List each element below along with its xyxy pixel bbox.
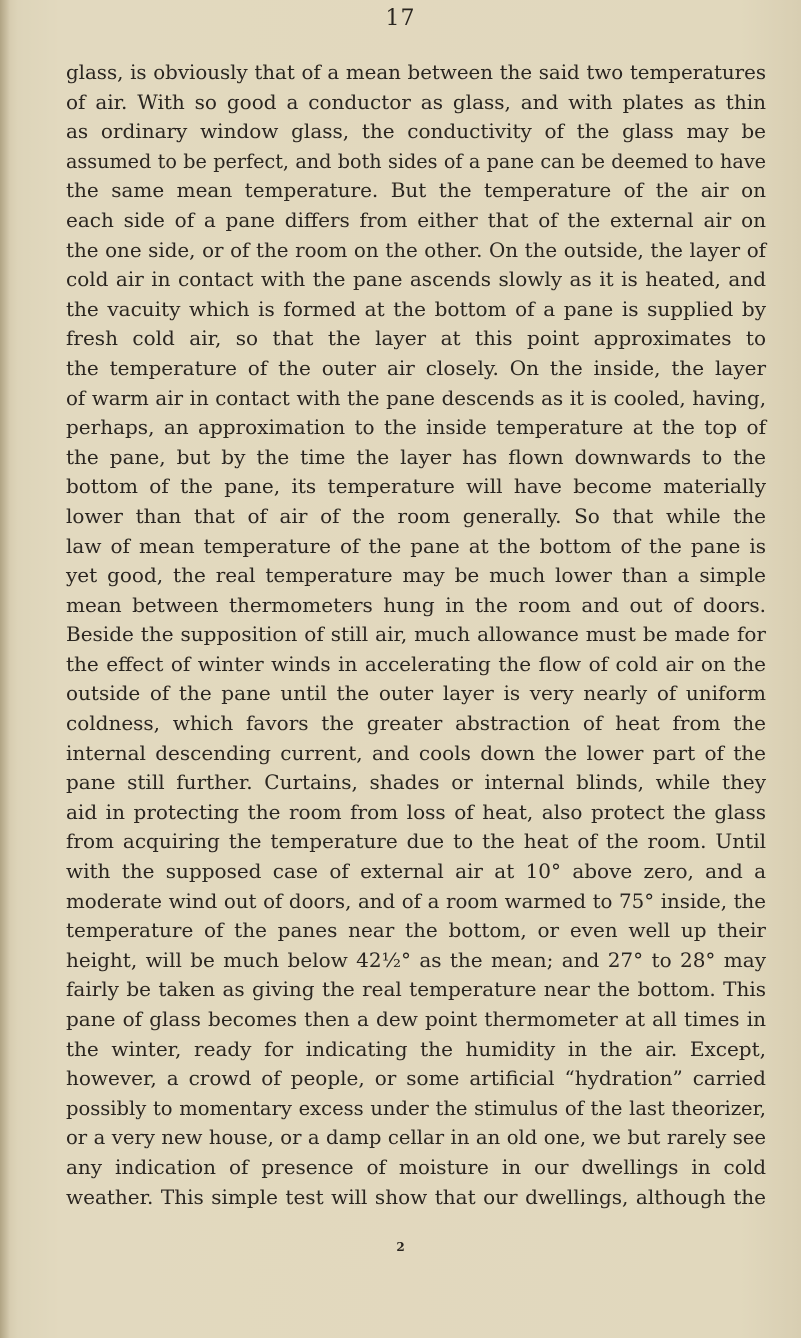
text-line: with the supposed case of external air at 10° above zero, and a — [66, 859, 766, 884]
text-line: height, will be much below 42½° as the mean; and 27° to 28° may — [66, 947, 766, 972]
text-line: assumed to be perfect, and both sides of a pane can be deemed to have — [66, 149, 766, 173]
text-line: fairly be taken as giving the real temperature near the bottom. This — [66, 977, 766, 1002]
text-line: pane of glass becomes then a dew point thermometer at all times in — [66, 1007, 766, 1031]
text-line: temperature of the panes near the bottom, or even well up their — [66, 918, 766, 943]
page-edge-shadow — [0, 0, 10, 1338]
page-number: 17 — [385, 6, 416, 31]
text-line: weather. This simple test will show that our dwellings, although the — [66, 1184, 766, 1209]
text-line: as ordinary window glass, the conductivity of the glass may be — [66, 119, 766, 144]
text-line: or a very new house, or a damp cellar in an old one, we but rarely see — [66, 1126, 766, 1150]
text-line: fresh cold air, so that the layer at this point approximates to — [66, 326, 766, 351]
text-line: cold air in contact with the pane ascends slowly as it is heated, and — [66, 267, 766, 292]
text-line: the same mean temperature. But the temperature of the air on — [66, 178, 766, 203]
body-text — [66, 58, 766, 1212]
text-line: glass, is obviously that of a mean between the said two temperatures — [66, 61, 766, 84]
text-line: Beside the supposition of still air, much allowance must be made for — [66, 622, 766, 647]
text-line: outside of the pane until the outer layer is very nearly of uniform — [66, 681, 766, 706]
text-line: from acquiring the temperature due to the heat of the room. Until — [66, 829, 766, 854]
text-line: the vacuity which is formed at the bottom of a pane is supplied by — [66, 296, 766, 321]
text-line: the effect of winter winds in accelerating the flow of cold air on the — [66, 651, 766, 676]
text-line: lower than that of air of the room generally. So that while the — [66, 503, 766, 528]
text-line: of air. With so good a conductor as glass, and with plates as thin — [66, 89, 766, 114]
text-line: however, a crowd of people, or some artificial “hydration” carried — [66, 1066, 766, 1091]
text-line: law of mean temperature of the pane at the bottom of the pane is — [66, 533, 766, 558]
text-line: each side of a pane differs from either that of the external air on — [66, 207, 766, 232]
text-line: of warm air in contact with the pane descends as it is cooled, having, — [66, 386, 766, 410]
text-line: aid in protecting the room from loss of heat, also protect the glass — [66, 799, 766, 824]
text-line: perhaps, an approximation to the inside temperature at the top of — [66, 415, 766, 440]
text-line: the one side, or of the room on the other. On the outside, the layer of — [66, 238, 766, 262]
text-line: pane still further. Curtains, shades or internal blinds, while they — [66, 770, 766, 795]
text-line: internal descending current, and cools down the lower part of the — [66, 740, 766, 765]
text-line: mean between thermometers hung in the room and out of doors. — [66, 592, 766, 617]
text-line: yet good, the real temperature may be much lower than a simple — [66, 563, 766, 588]
text-line: the temperature of the outer air closely. On the inside, the layer — [66, 355, 766, 380]
text-line: possibly to momentary excess under the stimulus of the last theorizer, — [66, 1096, 766, 1120]
text-line: coldness, which favors the greater abstraction of heat from the — [66, 711, 766, 736]
text-line: moderate wind out of doors, and of a room warmed to 75° inside, the — [66, 889, 766, 913]
text-line: the pane, but by the time the layer has flown downwards to the — [66, 444, 766, 469]
text-line: the winter, ready for indicating the humidity in the air. Except, — [66, 1036, 766, 1061]
signature-mark: 2 — [396, 1240, 405, 1254]
text-line: any indication of presence of moisture in our dwellings in cold — [66, 1154, 766, 1179]
text-line: bottom of the pane, its temperature will have become materially — [66, 474, 766, 499]
